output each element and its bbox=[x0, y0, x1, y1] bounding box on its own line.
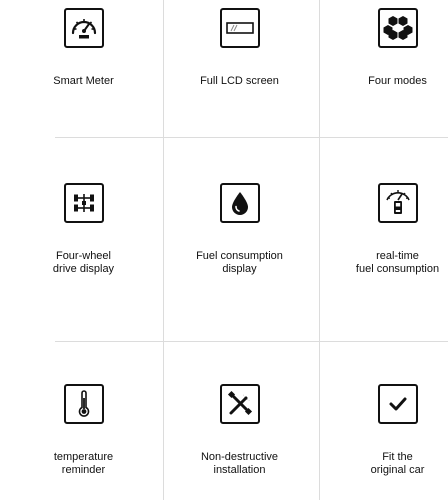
fuel-drop-icon bbox=[220, 183, 260, 223]
feature-fit-the-original-car bbox=[323, 384, 448, 477]
feature-fuel-consumption-display bbox=[165, 183, 314, 276]
feature-four-modes bbox=[323, 8, 448, 88]
feature-temperature-reminder bbox=[9, 384, 158, 477]
feature-label: temperature reminder bbox=[53, 451, 114, 476]
feature-label: Fuel consumption display bbox=[196, 250, 283, 275]
tools-icon bbox=[220, 384, 260, 424]
feature-smart-meter bbox=[9, 8, 158, 88]
grid-divider-horizontal-2 bbox=[55, 341, 448, 342]
feature-label: Four-wheel drive display bbox=[52, 250, 115, 275]
checkmark-icon bbox=[378, 384, 418, 424]
grid-divider-horizontal-1 bbox=[55, 137, 448, 138]
grid-divider-vertical-1 bbox=[163, 0, 164, 500]
feature-label: Full LCD screen bbox=[200, 75, 279, 87]
lcd-screen-icon bbox=[220, 8, 260, 48]
four-wheel-drive-icon bbox=[64, 183, 104, 223]
feature-non-destructive-installation bbox=[165, 384, 314, 477]
feature-real-time-fuel-consumption bbox=[323, 183, 448, 276]
feature-label: Fit the original car bbox=[370, 451, 425, 476]
feature-label: Four modes bbox=[368, 75, 427, 87]
grid-divider-vertical-2 bbox=[319, 0, 320, 500]
hexagons-icon bbox=[378, 8, 418, 48]
feature-full-lcd-screen bbox=[165, 8, 314, 88]
fuel-gauge-icon bbox=[378, 183, 418, 223]
feature-four-wheel-drive-display bbox=[9, 183, 158, 276]
feature-label: real-time fuel consumption bbox=[355, 250, 440, 275]
feature-label: Smart Meter bbox=[53, 75, 114, 87]
feature-label: Non-destructive installation bbox=[200, 451, 279, 476]
thermometer-icon bbox=[64, 384, 104, 424]
speedometer-icon bbox=[64, 8, 104, 48]
